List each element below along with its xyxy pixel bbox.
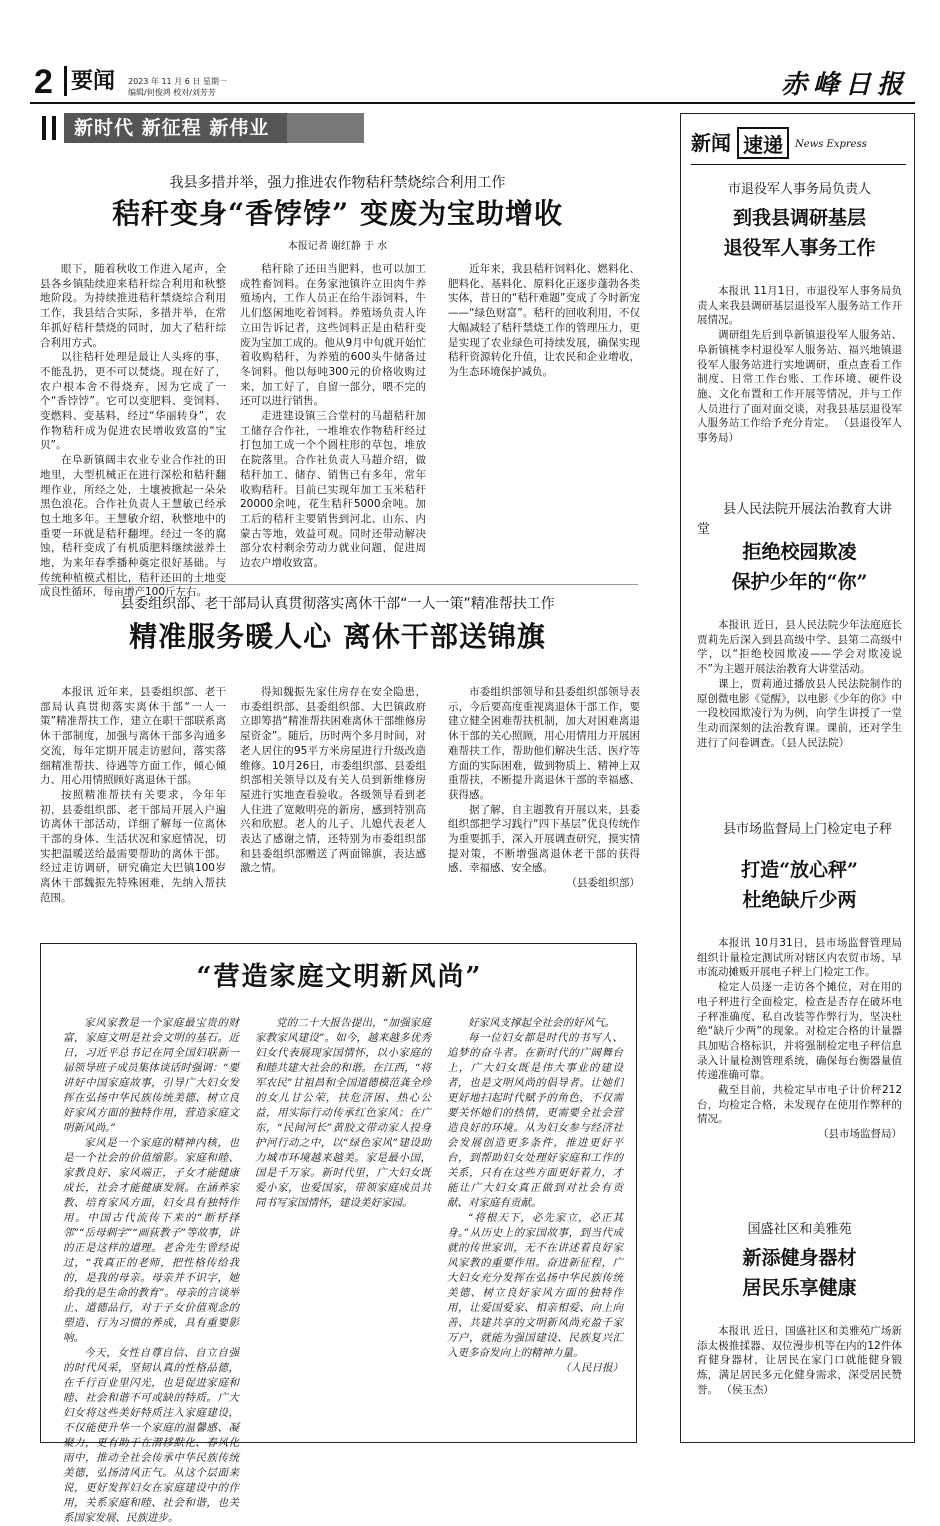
paragraph: 近年来，我县秸秆饲料化、燃料化、肥料化、基料化、原料化正逐步蓬勃各类实体，昔日的“秸秆难题”变成了今时新宠——“绿色财富”。秸秆的回收利用，不仅大幅减轻了秸秆禁烧工作的管理压力，更是实现了农业绿色可持续发展，确保实现秸秆资源转化升值，让农民和企业增收，为生态环境保护减负。 <box>448 263 640 378</box>
article2-source: （县委组织部） <box>566 877 640 890</box>
header-box: 速递 <box>737 127 789 159</box>
paragraph: 党的二十大报告提出，“加强家庭家教家风建设”。如今，越来越多优秀妇女代表展现家国情怀，以小家庭的和睦共建大社会的和谐。在江西，“将军农民”甘祖昌和全国道德模范龚全珍的女儿甘公荣，扶危济困、热心公益，用实际行动传承红色家风；在广东，“民间河长”黄胶文带动家人投身护河行动之中，以“绿色家风”建设助力城市环境越来越美。家是最小国，国是千万家。新时代里，广大妇女既爱小家，也爱国家，带领家庭成员共同书写家国情怀，建设美好家园。 <box>255 1017 431 1209</box>
brief-2-body <box>697 618 902 808</box>
brief-3-title-line2: 杜绝缺斤少两 <box>742 889 857 911</box>
date-line: 2023 年 11 月 6 日 星期一 <box>128 77 227 86</box>
banner-text: 新时代 新征程 新伟业 <box>64 113 287 143</box>
header-english: News Express <box>795 139 867 150</box>
paragraph: 本报讯 10月31日，县市场监督管理局组织计量检定测试所对辖区内农贸市场、早市流动摊贩开展电子秤上门检定工作。 <box>697 937 902 979</box>
commentary-title: “营造家庭文明新风尚” <box>196 962 483 992</box>
paragraph: 秸秆除了还田当肥料，也可以加工成牲畜饲料。在务家池镇许立田肉牛养殖场内，工作人员正在给牛添饲料，牛儿们悠闲地吃着饲料。养殖场负责人许立田告诉记者，这些饲料正是由秸秆变废为宝加工成的。他从9月中旬就开始忙着收购秸秆，为养殖的600头牛储备过冬饲料。他以每吨300元的价格收购过来，加工好了，自留一部分，喂不完的还可以进行销售。 <box>240 263 426 408</box>
paragraph: 在阜新镇阔丰农业专业合作社的田地里，大型机械正在进行深松和秸秆翻埋作业，所经之处，土壤被掀起一朵朵黑色浪花。合作社负责人王慧敏已经承包土地多年。王慧敏介绍，秋整地中的重要一环就是秸秆翻埋。经过一冬的腐蚀，秸秆变成了有机质肥料继续滋养土地，为来年春季播种奠定很好基础。与传统种植模式相比，秸秆还田的土地变成良性循环，每亩增产100斤左右。 <box>40 454 226 599</box>
brief-3-subtitle: 县市场监督局上门检定电子秤 <box>723 822 893 837</box>
article2-col-2 <box>240 685 426 915</box>
article1-subtitle: 我县多措并举，强力推进农作物秸秆禁烧综合利用工作 <box>169 175 506 191</box>
paragraph: 本报讯 近年来，县委组织部、老干部局认真贯彻落实离休干部“一人一策”精准帮扶工作，建立在职干部联系离休干部制度，加强与离休干部多沟通多交流，每年定期开展走访慰问，落实落细精准帮扶、待遇等方面工作，倾心倾力、用心用情照顾好离退休干部。 <box>40 686 226 787</box>
commentary-col-1 <box>63 1016 239 1524</box>
commentary-body <box>63 1016 623 1524</box>
section-name: 要闻 <box>64 66 115 96</box>
paragraph: 按照精准帮扶有关要求，今年年初，县委组织部、老干部局开展入户遍访离休干部活动，详细了解每一位离休干部的身体、生活状况和家庭情况，切实把温暖送给最需要帮助的离休干部。经过走访调研，研究确定大巴镇100岁离休干部魏振先特殊困难，先纳入帮扶范围。 <box>40 788 226 904</box>
editor-line: 编辑/何俊鸿 校对/刘芳芳 <box>128 88 216 97</box>
commentary-col-3 <box>447 1016 623 1436</box>
article2-subtitle: 县委组织部、老干部局认真贯彻落实离休干部“一人一策”精准帮扶工作 <box>120 596 555 612</box>
paragraph: 课上，贾莉通过播放县人民法院制作的原创微电影《觉醒》，以电影《少年的你》中一段校园欺凌行为为例，向学生讲授了一堂生动而深刻的法治教育课。课前，还对学生进行了问卷调查。（县人民法院） <box>697 677 902 749</box>
paragraph: 好家风支撑起全社会的好风气。 <box>468 1017 615 1029</box>
commentary-col-2 <box>255 1016 431 1436</box>
paragraph: 本报讯 近日，国盛社区和美雅苑广场新添太极推揉器、双位漫步机等在内的12件体育健身器材，让居民在家门口就能健身锻炼，满足居民多元化健身需求，深受居民赞誉。 （侯玉杰） <box>697 1325 902 1396</box>
commentary-source: （人民日报） <box>560 1362 623 1374</box>
brief-3-source: （县市场监督局） <box>818 1128 902 1141</box>
paragraph: 家风家教是一个家庭最宝贵的财富，家庭文明是社会文明的基石。近日，习近平总书记在同全国妇联新一届领导班子成员集体谈话时强调：“要讲好中国家庭故事，引导广大妇女发挥在弘扬中华民族传统美德、树立良好家风方面的独特作用，营造家庭文明新风尚。” <box>63 1017 239 1134</box>
brief-3-title-line1: 打造“放心秤” <box>741 859 858 881</box>
article-divider <box>38 584 638 585</box>
paragraph: 家风是一个家庭的精神内核，也是一个社会的价值缩影。家庭和睦、家教良好、家风端正，子女才能健康成长，社会才能健康发展。在涵养家教、培育家风方面，妇女具有独特作用。中国古代流传下来的“断杼择邻”“岳母刺字”“画荻教子”等故事，讲的正是这样的道理。老舍先生曾经说过，“我真正的老师，把性格传给我的，是我的母亲。母亲并不识字，她给我的是生命的教育”。母亲的言谈举止、道德品行，对于子女价值观念的塑造、行为习惯的养成，具有重要影响。 <box>63 1137 239 1344</box>
paper-name: 赤峰日报 <box>780 70 909 100</box>
news-express-sidebar <box>680 113 915 1443</box>
brief-2-title-line1: 拒绝校园欺凌 <box>742 541 857 563</box>
paragraph: 走进建设镇三合堂村的马超秸秆加工储存合作社，一堆堆农作物秸秆经过打包加工成一个个圆柱形的草包，堆放在院落里。合作社负责人马超介绍，做秸秆加工、储存、销售已有多年，常年收购秸秆。目前已实现年加工玉米秸秆20000余吨，花生秸秆5000余吨。加工后的秸秆主要销售到河北、山东、内蒙古等地，效益可观。同时还带动解决部分农村剩余劳动力就业问题，促进周边农户增收致富。 <box>240 410 426 570</box>
theme-banner <box>42 113 657 143</box>
masthead <box>30 62 915 104</box>
brief-4-title-line1: 新添健身器材 <box>742 1247 857 1269</box>
article1-byline: 本报记者 谢红静 于 水 <box>287 241 388 252</box>
article2-body <box>40 685 640 915</box>
brief-4-title-line2: 居民乐享健康 <box>742 1277 857 1299</box>
article1-col-1 <box>40 262 226 599</box>
article1-title: 秸秆变身“香饽饽” 变废为宝助增收 <box>112 197 563 230</box>
paragraph: 以往秸秆处理是最让人头疼的事，不能乱扔，更不可以焚烧。现在好了，农户根本舍不得烧弃，因为它成了一个“香饽饽”。它可以变肥料、变饲料、变燃料、变基料，经过“华丽转身”，农作物秸秆成为促进农民增收致富的“宝贝”。 <box>40 351 226 452</box>
paragraph: 检定人员逐一走访各个摊位，对在用的电子秤进行全面检定，检查是否存在破坏电子秤准确度、私自改装等作弊行为，坚决杜绝“缺斤少两”的现象。对检定合格的计量器具加贴合格标识，并将强制检定电子秤信息录入计量检测管理系统，确保每台衡器量值传递准确可靠。 <box>697 981 902 1082</box>
paragraph: 每一位妇女都是时代的书写人、追梦的奋斗者。在新时代的广阔舞台上，广大妇女既是伟大事业的建设者，也是文明风尚的倡导者。让她们更好地扫起时代赋予的角色，不仅需要关怀她们的热情，更需要全社会营造良好的环境。从为妇女参与经济社会发展创造更多条件，推进更好平台，到帮助妇女处理好家庭和工作的关系，只有在这些方面更好着力，才能让广大妇女真正做到对社会有贡献、对家庭有贡献。 <box>447 1032 623 1209</box>
paragraph: 本报讯 近日，县人民法院少年法庭庭长贾莉先后深入到县高级中学、县第二高级中学，以“拒绝校园欺凌——学会对欺凌说不”为主题开展法治教育大讲堂活动。 <box>697 619 902 676</box>
brief-1-body <box>697 284 902 474</box>
paragraph: 今天，女性自尊自信、自立自强的时代风采，坚韧认真的性格品德，在千行百业里闪光，也是促进家庭和睦、社会和谐不可或缺的特质。广大妇女将这些美好特质注入家庭建设，不仅能使升华一个家庭的温馨感、凝聚力，更有助于在潜移默化、春风化雨中，推动全社会传承中华民族传统美德，弘扬清风正气。从这个层面来说，更好发挥妇女在家庭建设中的作用，关系家庭和睦、社会和谐，也关系国家发展、民族进步。 <box>63 1347 239 1524</box>
paragraph: 截至目前，共检定早市电子计价秤212台，均检定合格，未发现存在使用作弊秤的情况。 <box>697 1084 902 1126</box>
brief-4-subtitle: 国盛社区和美雅苑 <box>747 1222 852 1237</box>
paragraph: 本报讯 11月1日，市退役军人事务局负责人来我县调研基层退役军人服务站工作开展情况。 <box>697 285 902 327</box>
paragraph: 眼下，随着秋收工作进入尾声，全县各乡镇陆续迎来秸秆综合利用和秋整地阶段。为持续推进秸秆禁烧综合利用工作，我县结合实际，多措并举，在常年抓好秸秆禁烧的同时，加大了秸秆综合利用方式。 <box>40 263 226 349</box>
article2-title: 精准服务暖人心 离休干部送锦旗 <box>129 620 546 653</box>
header-main: 新闻 <box>691 131 731 155</box>
header-rule <box>691 164 906 165</box>
brief-3-body <box>697 936 902 1166</box>
brief-1-title-line1: 到我县调研基层 <box>732 207 866 229</box>
article2-col-3 <box>448 685 640 915</box>
brief-1-subtitle: 市退役军人事务局负责人 <box>727 182 871 197</box>
brief-4-body <box>697 1324 902 1434</box>
issue-meta <box>128 76 227 98</box>
page-number: 2 <box>34 63 53 101</box>
news-express-header <box>691 124 906 162</box>
article1-body <box>40 262 640 599</box>
paragraph: 得知魏振先家住房存在安全隐患，市委组织部、县委组织部、大巴镇政府立即筹措“精准帮扶困难离休干部维修房屋资金”。随后，历时两个多月时间，对老人居住的95平方米房屋进行升级改造维修。10月26日，市委组织部、县委组织部相关领导以及有关人员到新维修房屋进行实地查看验收。各级领导看到老人住进了宽敞明亮的新房，感到特别高兴和欣慰。老人的儿子、儿媳代表老人表达了感谢之情，还特别为市委组织部和县委组织部赠送了两面锦旗，表达感激之情。 <box>240 686 426 875</box>
paragraph: 调研组先后到阜新镇退役军人服务站、阜新镇桃李村退役军人服务站、福兴地镇退役军人服务站进行实地调研，重点查看工作制度、日常工作台账、工作环境、硬件设施、文化布置和工作开展等情况，并与工作人员进行了面对面交谈，对我县基层退役军人服务站工作给予充分肯定。 （县退役军人事务局） <box>697 329 902 445</box>
article1-col-3 <box>448 262 640 572</box>
brief-2-title-line2: 保护少年的“你” <box>731 571 868 593</box>
brief-2-subtitle: 县人民法院开展法治教育大讲堂 <box>697 502 893 537</box>
paragraph: 据了解，自主题教育开展以来，县委组织部把学习践行“四下基层”优良传统作为重要抓手，深入开展调查研究，摸实情提对策，不断增强离退休老干部的获得感、幸福感、安全感。 <box>448 803 640 875</box>
commentary-box <box>40 943 637 1524</box>
brief-1-title-line2: 退役军人事务工作 <box>723 237 876 259</box>
article1-col-2 <box>240 262 426 572</box>
banner-bars <box>42 116 56 140</box>
paragraph: “将根天下，必先家立，必正其身。”从历史上的家国故事，到当代成就的传世家训，无不在讲述着良好家风家教的重要作用。奋进新征程，广大妇女充分发挥在弘扬中华民族传统美德、树立良好家风方面的独特作用，让爱国爱家、相亲相爱、向上向善、共建共享的文明新风尚充盈千家万户，就能为强国建设、民族复兴汇入更多奋发向上的精神力量。 <box>447 1212 623 1359</box>
paragraph: 市委组织部领导和县委组织部领导表示，今后要高度重视离退休干部工作，要建立健全困难帮扶机制，加大对困难离退休干部的关心照顾，用心用情用力开展困难帮扶工作，帮助他们解决生活、医疗等方面的实际困难，做到物质上、精神上双重帮扶，不断提升离退休干部的幸福感、获得感。 <box>448 686 640 801</box>
article2-col-1 <box>40 685 226 915</box>
